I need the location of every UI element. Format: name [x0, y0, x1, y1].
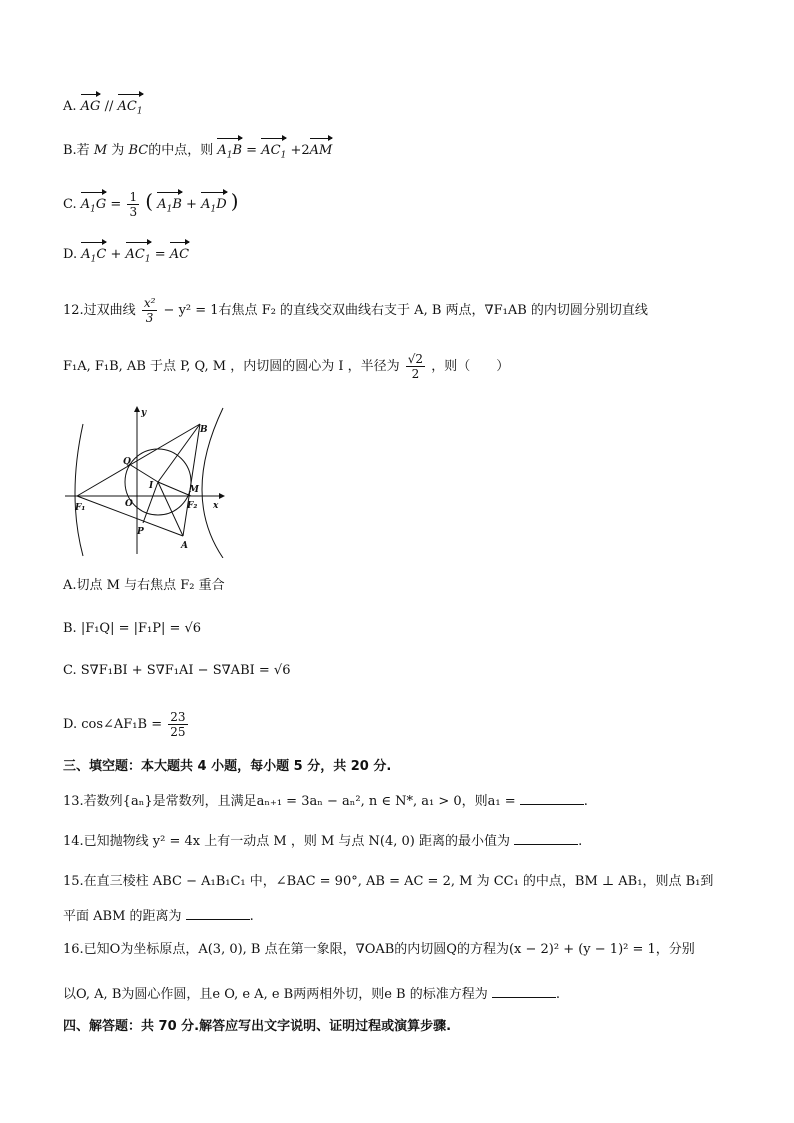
- segment-f1b: [77, 424, 200, 496]
- vector-a1b-b: B: [232, 143, 243, 158]
- q15-answer-blank: [186, 907, 250, 920]
- option-b-text-2: 的中点，则: [148, 143, 214, 158]
- label-y: y: [141, 408, 147, 418]
- option-b-label: B.若: [63, 143, 90, 158]
- q16-line2-text: 以O, A, B为圆心作圆，且e O, e A, e B两两相外切，则e B 的标准方程为: [63, 987, 488, 1002]
- section-4-heading: 四、解答题：共 70 分.解答应写出文字说明、证明过程或演算步骤.: [63, 1019, 452, 1034]
- q16-line-1: 16.已知O为坐标原点，A(3, 0), B 点在第一象限，∇OAB的内切圆Q的方程为(x − 2)² + (y − 1)² = 1，分别: [63, 942, 695, 957]
- vector-ac1: [126, 246, 151, 269]
- vector-ac1-text: AC: [117, 99, 137, 114]
- q13-text: 13.若数列{aₙ}是常数列，且满足aₙ₊₁ = 3aₙ − aₙ², n ∈ N*, a₁ > 0，则a₁ =: [63, 794, 516, 809]
- vector-a1g-sub: 1: [90, 204, 96, 215]
- q14: [63, 832, 582, 851]
- vector-a1g-a: A: [80, 197, 91, 212]
- vector-ac1: [118, 98, 143, 121]
- option-d: [63, 246, 189, 269]
- q12-option-d-text: D. cos∠AF₁B =: [63, 717, 163, 732]
- q12-option-c: C. S∇F₁BI + S∇F₁AI − S∇ABI = √6: [63, 663, 291, 678]
- option-b: [63, 142, 332, 165]
- segment-ab: [183, 424, 200, 536]
- x-axis-arrow: [219, 493, 225, 499]
- label-f1: F₁: [75, 503, 86, 513]
- q12-radius-num: √2: [407, 352, 424, 366]
- vector-a1b: [157, 196, 182, 219]
- q16-line-2: [63, 985, 560, 1004]
- q14-text: 14.已知抛物线 y² = 4x 上有一动点 M ，则 M 与点 N(4, 0) 距离的最小值为: [63, 834, 510, 849]
- q13-end: .: [583, 794, 588, 809]
- q14-answer-blank: [514, 832, 578, 845]
- option-d-label: D.: [63, 247, 78, 262]
- hyperbola-left-branch: [75, 424, 86, 556]
- q15-end: .: [249, 909, 254, 924]
- vector-ac-text: AC: [169, 247, 190, 262]
- vector-a1g-g: G: [95, 197, 107, 212]
- q12-line-1: [63, 296, 648, 325]
- label-i: I: [149, 481, 154, 491]
- vector-a1b-a: A: [217, 143, 227, 158]
- vector-a1d: [201, 196, 227, 219]
- label-m: M: [189, 485, 199, 495]
- vector-a1b: [217, 142, 242, 165]
- fraction-num: 1: [129, 190, 138, 204]
- label-q: Q: [123, 457, 131, 467]
- vector-am-text: AM: [309, 143, 333, 158]
- segment-im: [158, 482, 191, 496]
- option-a: [63, 98, 143, 121]
- label-o: O: [125, 499, 133, 509]
- q12-option-b: B. |F₁Q| = |F₁P| = √6: [63, 621, 202, 636]
- vector-a1b-b: B: [172, 197, 182, 212]
- vector-a1c-sub: 1: [90, 254, 97, 265]
- q15-line2-text: 平面 ABM 的距离为: [63, 909, 182, 924]
- q12-option-d-frac: [168, 710, 187, 739]
- vector-a1d-a: A: [201, 197, 211, 212]
- q12-line2-text: F₁A, F₁B, AB 于点 P, Q, M ，内切圆的圆心为 I ，半径为: [63, 359, 400, 374]
- q15-line-1: 15.在直三棱柱 ABC − A₁B₁C₁ 中，∠BAC = 90°, AB = AC = 2, M 为 CC₁ 的中点，BM ⊥ AB₁，则点 B₁到: [63, 874, 714, 889]
- vector-a1b-a: A: [157, 197, 167, 212]
- left-paren: (: [145, 189, 154, 213]
- equals-sign: =: [154, 247, 166, 262]
- q13: [63, 792, 588, 811]
- segment-iq: [129, 464, 158, 482]
- q12-radius: [406, 352, 425, 381]
- fraction-one-third: [127, 190, 139, 219]
- vector-ac1: [261, 142, 286, 165]
- option-a-label: A.: [63, 99, 77, 114]
- vector-ac1-text: AC: [261, 143, 281, 158]
- q14-end: .: [578, 834, 583, 849]
- q12-line-2: [63, 352, 509, 381]
- vector-ac1-text: AC: [125, 247, 145, 262]
- label-x: x: [213, 501, 219, 511]
- q12-option-d: [63, 710, 190, 739]
- label-f2: F₂: [187, 501, 198, 511]
- point-m: M: [93, 143, 108, 158]
- q12-option-d-num: 23: [170, 710, 186, 724]
- vector-ag: [81, 98, 101, 116]
- vector-a1b-sub: 1: [166, 204, 173, 215]
- q12-line2-post: ，则（ ）: [431, 359, 510, 374]
- q16-answer-blank: [492, 985, 556, 998]
- q15-line-2: [63, 907, 254, 926]
- q13-answer-blank: [520, 792, 584, 805]
- y-axis-arrow: [134, 406, 140, 412]
- option-b-text-1: 为: [111, 143, 125, 158]
- vector-ac1-sub: 1: [144, 254, 151, 265]
- segment-ib: [158, 424, 200, 482]
- vector-ac: [170, 246, 189, 264]
- q12-radius-den: 2: [411, 367, 420, 381]
- plus-sign: +: [110, 247, 122, 262]
- vector-am: [310, 142, 333, 160]
- q12-frac-den: 3: [145, 311, 154, 325]
- label-p: P: [137, 527, 144, 537]
- hyperbola-figure: [63, 402, 225, 558]
- vector-a1d-sub: 1: [210, 204, 217, 215]
- q12-fraction: [142, 296, 158, 325]
- q12-prefix: 12.过双曲线: [63, 303, 136, 318]
- q12-option-a: A.切点 M 与右焦点 F₂ 重合: [63, 578, 225, 593]
- vector-ac1-sub: 1: [136, 106, 143, 117]
- option-c-label: C.: [63, 197, 77, 212]
- equals-sign: =: [246, 143, 258, 158]
- fraction-den: 3: [129, 205, 138, 219]
- right-paren: ): [230, 189, 239, 213]
- q16-end: .: [555, 987, 561, 1002]
- vector-a1d-d: D: [216, 197, 227, 212]
- option-c: [63, 190, 239, 219]
- vector-a1b-sub: 1: [226, 150, 233, 161]
- vector-a1g: [81, 196, 107, 219]
- vector-a1c: [81, 246, 106, 269]
- label-a: A: [181, 541, 188, 551]
- section-3-heading: 三、填空题：本大题共 4 小题，每小题 5 分，共 20 分.: [63, 759, 392, 774]
- q12-option-d-den: 25: [170, 725, 186, 739]
- label-b: B: [200, 425, 208, 435]
- q12-frac-num: x²: [143, 296, 156, 310]
- q12-text: − y² = 1右焦点 F₂ 的直线交双曲线右支于 A, B 两点，∇F₁AB 的内切圆分别切直线: [163, 303, 648, 318]
- vector-a1c-c: C: [96, 247, 107, 262]
- vector-a1c-a: A: [81, 247, 91, 262]
- plus-sign: +: [186, 197, 197, 212]
- parallel-sign: //: [104, 99, 114, 114]
- plus-two: +2: [290, 143, 310, 158]
- vector-ag-text: AG: [80, 99, 101, 114]
- vector-ac1-sub: 1: [280, 150, 287, 161]
- equals-sign: =: [110, 197, 122, 212]
- segment-bc: BC: [128, 143, 149, 158]
